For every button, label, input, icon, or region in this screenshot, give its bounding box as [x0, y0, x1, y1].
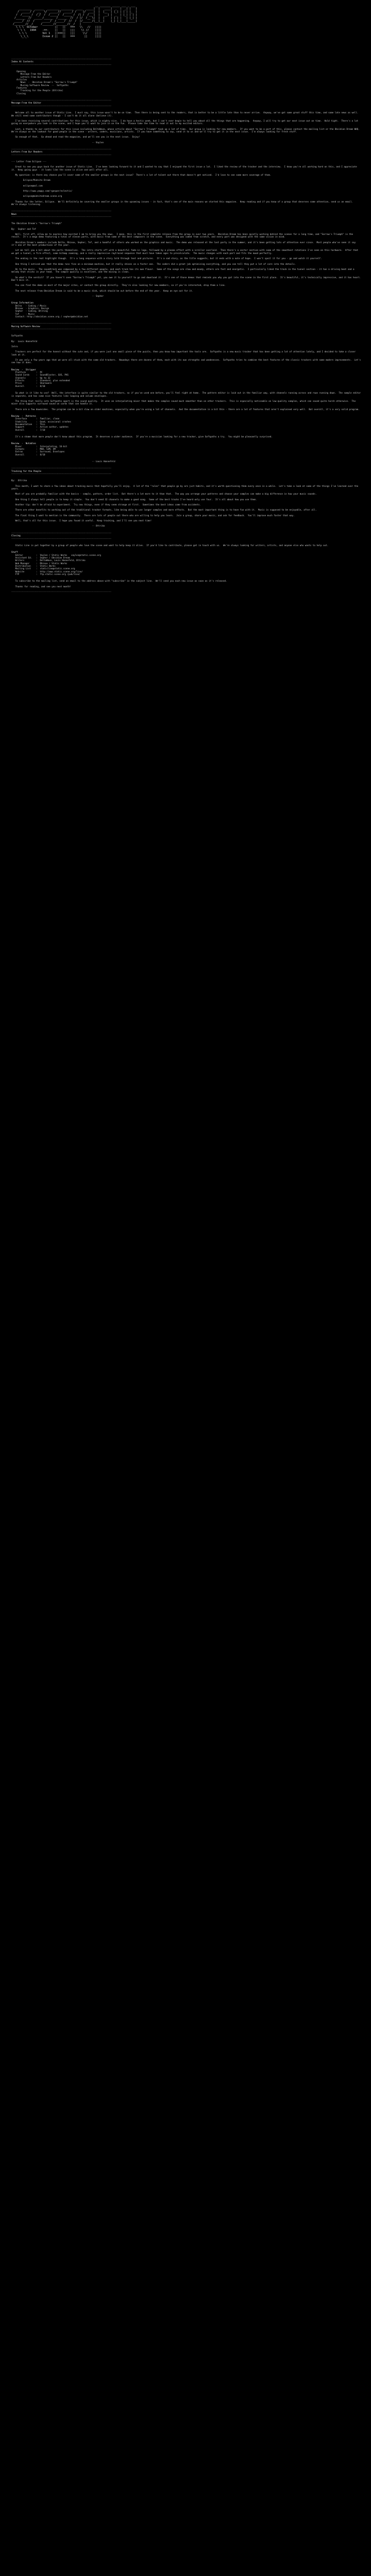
paragraph: The Obsidian Dream's "Sorrow's Triumph" [11, 222, 62, 225]
section-prose [11, 392, 362, 411]
section-header [11, 467, 362, 475]
paragraph: To subscribe to the mailing list, send an email to the address above with "subscribe" in the subject line. We'll send you each new issue as soon as it's released. [11, 580, 227, 583]
paragraph: --- Letter from Eclipse --- [11, 160, 47, 163]
paragraph: Intro [11, 345, 18, 348]
section-contact [11, 301, 362, 318]
section-header [11, 58, 362, 66]
masthead-line: / _____/ / __ \/ _____// _____/ / |/ ___| | |__ | |_| | | | |_ | [11, 10, 137, 13]
contact-row: Editor : Vaylen / Static Works vaylen@static.scene.org [11, 553, 101, 556]
paragraph: There are other benefits to working out of the traditional tracker formats, like being able to use longer samples and more effects. But the most important thing is to have fun with it. Music is supposed to be enjoyable, after all. [11, 509, 317, 512]
section-rule: ----------------------------------------------------------------------------- [11, 58, 112, 60]
paragraph: -- Louis Hannefeld [11, 460, 115, 463]
paragraph: eclipse@aol.com [11, 184, 43, 187]
magazine-content [11, 58, 362, 597]
paragraph: Thanks for reading, and see you next month! [11, 585, 71, 588]
spec-row: Sound Cards : SoundBlaster, GUS, PAS [11, 374, 69, 377]
index-row: Articles [11, 78, 27, 81]
spec-row: Mixer : Interpolating, 16-bit [11, 445, 68, 448]
spec-row: Overall : 7/10 [11, 428, 45, 431]
index-row: Opening [11, 70, 26, 73]
contact-row: FTP : ftp.static.scene.org /pub/line/ [11, 572, 80, 575]
section-title: News [11, 212, 17, 215]
section-title: Closing [11, 534, 21, 537]
section-title: Letters From Our Readers [11, 150, 43, 154]
contact-row: Tef - Music [11, 312, 35, 315]
masthead-line: \ \ \ 1994 -==- || || ||| \\ // |||| [11, 29, 102, 32]
spec-row: Price : Shareware [11, 382, 52, 385]
section-rule: ----------------------------------------------------------------------------- [11, 153, 112, 156]
masthead-line: /______ // _____/______ /______ // / |/ /__ \| | | | | | | | |_| | [11, 16, 137, 20]
paragraph: Trackers are perfect for the honest without the cute and, if you were just one small piece of the puzzle, then you know how important the tools are. Softpaths is a new music tracker that has been getting a lot of attention lately, and I decided to take a closer look at it. [11, 350, 357, 356]
section-contact [11, 551, 362, 575]
section-index [11, 70, 362, 95]
index-row: Closing [11, 92, 26, 95]
spec-row: Documentation : Thin [11, 422, 45, 426]
paragraph: -- Sepher [11, 294, 104, 297]
index-row: News - Obsidian Dream's "Sorrow's Triumph" [11, 81, 78, 84]
section-prose [11, 544, 362, 547]
paragraph: Most of you are probably familiar with the basics - sample, pattern, order list. But there's a lot more to it than that. The way you arrange your patterns and choose your samples can make a big difference in how your music sounds. [11, 493, 317, 496]
spec-row: Overall : 8/10 [11, 453, 45, 456]
paragraph: The next release from Obsidian Dream is said to be a music disk, which should be out before the end of the year. Keep an eye out for it. [11, 289, 193, 292]
paragraph: Another tip: don't be afraid to experiment. Try new things, even if they seem strange at first. Sometimes the best ideas come from accidents. [11, 503, 201, 506]
paragraph: This month, I want to share a few ideas about tracking music that hopefully you'll enjoy. A lot of the "rules" that people go by are just habits, and it's worth questioning them every once in a while. Let's take a look at some of the things I've learned over the years. [11, 484, 360, 490]
paragraph: Welcome all to another issue of Static Line. I must say, this issue wasn't to be on time. Then there is being sent to the readers, that is better to be a little late than to never arrive. Anyway, we've got some great stuff this time, and some late news as well. We still need some contributors though - I can't do it all alone (believe it). [11, 111, 361, 117]
paragraph: Last, a thanks to our contributors for this issue including DeltaWave, whose article about "Sorrow's Triumph" took up a lot of time. Our group is looking for new members. If you want to be a part of this, please contact the mailing list or the Obsidian Dream WHQ. We're always on the lookout for good people in the scene - writers, coders, musicians, artists. If you have something to say, send it to us and we'll try to get it in the next issue. I'm always looking for fresh stuff. [11, 127, 362, 133]
paragraph: By: Sepher and Tef [11, 227, 36, 230]
section-title: Musing Software Review [11, 325, 40, 328]
paragraph: http://www.yappy.com/~gaspar/eclectic/ [11, 190, 73, 192]
spec-row: Support : Active author, updates [11, 426, 69, 429]
index-row: Features [11, 87, 27, 90]
contact-row: Distribution : Static Works [11, 564, 56, 567]
section-spec [11, 368, 362, 387]
paragraph: By: Louis Hannefeld [11, 340, 38, 343]
index-row: Tracking for the People (Ottriko) [11, 89, 63, 92]
contact-row: Delta - Coding / Music [11, 304, 47, 307]
contact-row: Sepher - Coding, Writing [11, 310, 48, 313]
paragraph: -- Vaylen [11, 141, 104, 144]
section-rule: ----------------------------------------------------------------------------- [11, 104, 112, 107]
block-title: Review - Stripper [11, 368, 36, 371]
section-rule: ----------------------------------------------------------------------------- [11, 99, 112, 102]
paragraph: eclipse@midnitedream.scene.org [11, 195, 62, 198]
block-title: Review - Notables [11, 442, 36, 445]
masthead-line: ________ ______ ________ ________ ____ _____| | ____| _ | _| | | [11, 7, 137, 10]
section-header [11, 322, 362, 330]
paragraph: You can find the demo on most of the major sites, or contact the group directly. They're also looking for new members, so if you're interested, drop them a line. [11, 284, 226, 287]
spec-row: Formats : MOD, S3M, XM [11, 447, 56, 450]
masthead-line: \ \ \ October || || === \\ // |||| [11, 26, 102, 29]
paragraph: Well, first off, allow me to express how excited I am to bring you the news. I mean, this is the first complete release from the group in over two years. Obsidian Dream has been quietly working behind the scenes for a long time, and "Sorrow's Triumph" is the result. It's a mega demo featuring a total of eleven parts, with music from some of the best composers in the scene. Everything was coded from scratch, and every part was designed with the same vision in mind. [11, 233, 355, 239]
section-spec [11, 415, 362, 431]
paragraph: Obsidian Dream's members include Delta, Rhinox, Sepher, Tef, and a handful of others who worked on the graphics and music. The demo was released at the last party in the summer, and it's been getting lots of attention ever since. Most people who've seen it say it's one of the best productions of the year. [11, 241, 357, 247]
paragraph: Well, that's all for this issue. I hope you found it useful. Keep tracking, and I'll see you next time! [11, 519, 152, 522]
section-header [11, 532, 362, 540]
section-prose [11, 580, 362, 593]
section-header [11, 210, 362, 218]
paragraph: It's a shame that more people don't know about this program. It deserves a wider audience. If you're a musician looking for a new tracker, give Softpaths a try. You might be pleasantly surprised. [11, 435, 273, 438]
section-rule: ----------------------------------------------------------------------------- [11, 210, 112, 213]
paragraph: On to the music. The soundtrack was composed by a few different people, and each track has its own flavor. Some of the songs are slow and moody, others are fast and energetic. I particularly liked the track in the tunnel section - it has a driving beat and a melody that sticks in your head. The sample quality is excellent, and the mixing is clean. [11, 267, 356, 274]
section-rule: ----------------------------------------------------------------------------- [11, 215, 112, 218]
section-rule: ----------------------------------------------------------------------------- [11, 147, 112, 150]
paragraph: Static Line is put together by a group of people who love the scene and want to help keep it alive. If you'd like to contribute, please get in touch with us. We're always looking for writers, artists, and anyone else who wants to help out. [11, 544, 329, 547]
paragraph: So what's the verdict? If you haven't seen "Sorrow's Triumph" yet, you owe it to yourself to go and download it. It's one of those demos that reminds you why you got into the scene in the first place. It's beautiful, it's technically impressive, and it has heart. Don't miss it. [11, 276, 364, 281]
contact-row: Writers : DeltaWave, Louis Hannefeld, Ottriko [11, 559, 86, 562]
spec-row: Overall : 8/10 [11, 384, 45, 387]
paragraph: It was only a few years ago that we were all stuck with the same old trackers. Nowadays there are dozens of them, each with its own strengths and weaknesses. Softpaths tries to combine the best features of the classic trackers with some modern improvements. Let's see how it does. [11, 359, 362, 364]
paragraph: So enough of that. Go ahead and read the magazine, and we'll see you in the next issue. Enjoy! [11, 135, 140, 139]
paragraph: One thing I always tell people is to keep it simple. You don't need 32 channels to make a good song. Some of the best tracks I've heard only use four. It's all about how you use them. [11, 498, 257, 501]
index-row: Musing Software Review -- Softpaths [11, 83, 69, 87]
paragraph: I've been receiving several contributions for this issue, which is mighty nice. I do have a hectic week, but I can't ever begin to tell you about all the things that are happening. Anyway, I will try to get our next issue out on time. Hold tight. There's a lot going on everywhere you look in the scene, and I hope you'll want to join in on the fun. Please take the time to read it out to my excited editors. [11, 119, 360, 125]
spec-row: Platform : PC [11, 371, 43, 374]
index-row: Message From the Editor [11, 73, 50, 76]
paragraph: ----------------------------------------------------------------------------- [11, 590, 112, 593]
contact-row: Website : http://www.static.scene.org/line/ [11, 570, 83, 573]
section-prose [11, 334, 362, 364]
section-rule: ----------------------------------------------------------------------------- [11, 472, 112, 476]
masthead-ascii-art [11, 4, 341, 56]
section-title: Index At Contents [11, 60, 33, 63]
section-prose [11, 435, 362, 438]
paragraph: One thing I noticed was that the demo runs fine on a minimum machine, but it really shines on a faster one. The coders did a great job optimizing everything, and you can tell they put a lot of care into the details. [11, 262, 296, 265]
section-spec [11, 442, 362, 456]
contact-row: Rhinox - Graphics, Design [11, 307, 49, 310]
contact-row: Assistant Ed. : Sepher / Obsidian Dream [11, 556, 70, 559]
section-rule: ----------------------------------------------------------------------------- [11, 467, 112, 470]
section-rule: ----------------------------------------------------------------------------- [11, 531, 112, 534]
masthead-line: \_\_\ Issue 2 || || === || |||| [11, 35, 102, 38]
section-prose [11, 222, 362, 297]
paragraph: Eclipse/Midnite Dream [11, 179, 50, 182]
paragraph: Softpaths [11, 334, 23, 337]
masthead-line: __ _______ _____ ___ _ ___ [11, 4, 136, 7]
section-prose [11, 160, 362, 206]
block-title: Group Information [11, 301, 33, 304]
section-prose [11, 460, 362, 463]
section-header [11, 99, 362, 107]
paragraph: There are a few downsides. The program can be a bit slow on older machines, especially when you're using a lot of channels. And the documentation is a bit thin - there are a lot of features that aren't explained very well. But overall, it's a very solid program. [11, 408, 360, 411]
paragraph: By: Ottriko [11, 479, 27, 482]
paragraph: Let me tell you a bit about the parts themselves. The intro starts off with a beautiful fade-in logo, followed by a plasma effect with a scroller overlaid. Then there's a vector section with some of the smoothest rotations I've seen on this hardware. After that we get a tunnel, a fire effect, some bitmap zooming, and a really impressive raytraced sequence that must have taken ages to precalculate. The music changes with each part and fits the mood perfectly. [11, 249, 360, 255]
paragraph: So what is it like to use? Well, the interface is quite similar to the old trackers, so if you've used one before, you'll feel right at home. The pattern editor is laid out in the familiar way, with channels running across and rows running down. The sample editor is separate, and has some nice features like looping and volume envelopes. [11, 392, 362, 397]
paragraph: The final thing I want to mention is the community. There are lots of people out there who are willing to help you learn. Join a group, share your music, and ask for feedback. You'll improve much faster that way. [11, 514, 295, 517]
contact-row: Mailing List : staticline@static.scene.org [11, 567, 75, 570]
section-header [11, 148, 362, 156]
masthead-line: \ \ \ Vol 1 ||===|| ||| \\/ |||| [11, 32, 102, 35]
section-prose [11, 111, 362, 144]
index-row: Letters From Our Readers [11, 75, 52, 78]
paragraph: The ending is the real highlight though. It's a long sequence with a story told through text and pictures. It's a sad story, as the title suggests, but it ends with a note of hope. I won't spoil it for you - go and watch it yourself. [11, 257, 322, 260]
masthead-line: /_______//__/ /_______//_______//__/ | [11, 23, 81, 26]
section-rule: ----------------------------------------------------------------------------- [11, 322, 112, 325]
section-rule: ----------------------------------------------------------------------------- [11, 328, 112, 330]
spec-row: Channels : Up to 32 [11, 376, 50, 379]
contact-row: Contact: http://obsidian.scene.org / sepher@obsidian.net [11, 315, 88, 318]
paragraph: -- Ottriko [11, 524, 105, 528]
spec-row: Interface : Familiar, clean [11, 417, 60, 420]
paragraph: The thing that really sets Softpaths apart is the sound quality. It uses an interpolating mixer that makes the samples sound much smoother than on other trackers. This is especially noticeable on low-quality samples, which can sound quite harsh otherwise. The mixer also supports surround sound on cards that can handle it. [11, 399, 357, 405]
paragraph: Great to see you guys back for another issue of Static Line. I've been looking forward to it and I wanted to say that I enjoyed the first issue a lot. I liked the review of the tracker and the interview. I know you're all working hard on this, and I appreciate it. Keep going guys - it looks like the scene is alive and well after all. [11, 165, 359, 171]
paragraph: Thanks for the letter, Eclipse. We'll definitely be covering the smaller groups in the upcoming issues - in fact, that's one of the main reasons we started this magazine. Keep reading and if you know of a group that deserves some attention, send us an email. We're always listening. [11, 200, 356, 206]
masthead-line: / /_____ / /_/ / /_____/ /_____ / /| / /__ | | __| | _ | |_| | | | [11, 13, 137, 16]
section-title: Message From the Editor [11, 101, 41, 105]
block-title: Review - Patterns [11, 414, 36, 417]
masthead-line: _____/ // / _____/ /_____/ // / |/______/|__|__| |_| |_|___|_____| [11, 20, 137, 23]
section-rule: ----------------------------------------------------------------------------- [11, 63, 112, 66]
section-title: Tracking for the People [11, 469, 41, 472]
section-prose [11, 479, 362, 527]
section-rule: ----------------------------------------------------------------------------- [11, 537, 112, 540]
paragraph: My question: is there any chance you'll cover some of the smaller groups in the next issue? There's a lot of talent out there that doesn't get noticed. I'd love to see some more coverage of them. [11, 173, 272, 176]
spec-row: Stability : Good, occasional crashes [11, 420, 71, 423]
contact-row: Web Manager : Rhinox / Static Works [11, 562, 68, 565]
block-title: Staff [11, 551, 18, 554]
spec-row: Effects : Standard, plus extended [11, 379, 70, 382]
spec-row: Extras : Surround, Envelopes [11, 450, 65, 453]
